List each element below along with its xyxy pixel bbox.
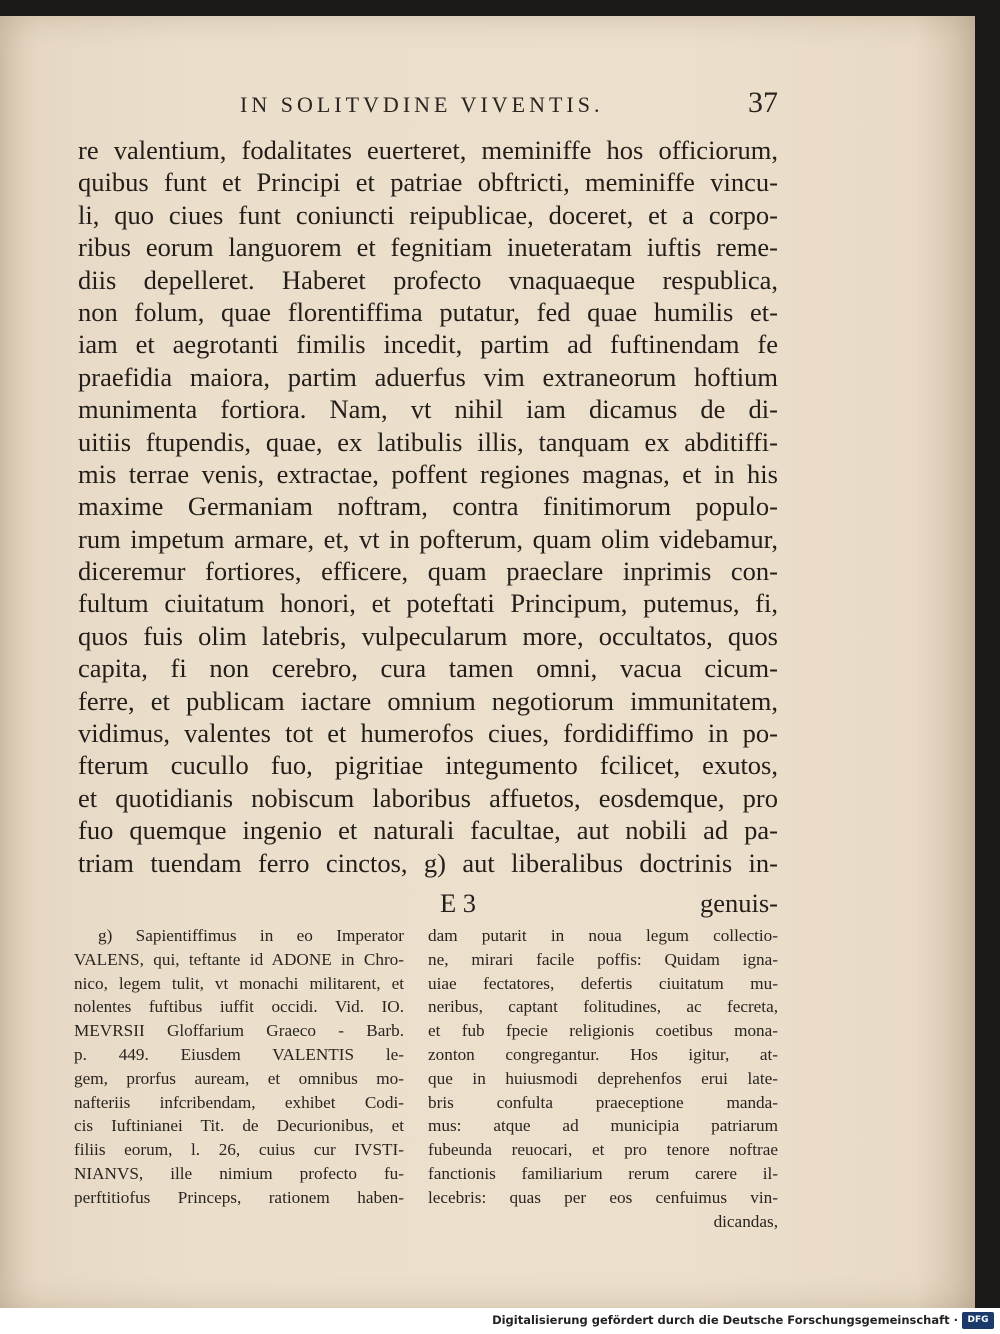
body-line: praefidia maiora, partim aduerfus vim extraneorum hoftium	[78, 361, 778, 392]
body-line: rum impetum armare, et, vt in pofterum, quam olim videbamur,	[78, 523, 778, 554]
footnote-line: perftitiofus Princeps, rationem haben-	[74, 1187, 404, 1207]
body-line: fterum cucullo fuo, pigritiae integumento fcilicet, exutos,	[78, 750, 778, 781]
footnote-line: bris confulta praeceptione manda-	[428, 1092, 778, 1112]
footnote-line: et fub fpecie religionis coetibus mona-	[428, 1021, 778, 1041]
footnote-line: nolentes fuftibus iuffit occidi. Vid. IO.	[74, 997, 404, 1017]
body-line: vidimus, valentes tot et humerofos ciues, fordidiffimo in po-	[78, 718, 778, 749]
book-page	[0, 16, 975, 1308]
signature-mark: E 3	[440, 888, 477, 918]
footnote-line: g) Sapientiffimus in eo Imperator	[98, 926, 404, 945]
body-line: triam tuendam ferro cinctos, g) aut liberalibus doctrinis in-	[78, 847, 778, 878]
body-line: ferre, et publicam iactare omnium negotiorum immunitatem,	[78, 685, 778, 716]
footnote-line: VALENS, qui, teftante id ADONE in Chro-	[74, 949, 404, 969]
footnote-line: fanctionis familiarium rerum carere il-	[428, 1163, 778, 1183]
body-line: non folum, quae florentiffima putatur, fed quae humilis et-	[78, 296, 778, 327]
footnote-line: que in huiusmodi deprehenfos erui late-	[428, 1068, 778, 1088]
body-line: uitiis ftupendis, quae, ex latibulis illis, tanquam ex abditiffi-	[78, 426, 778, 457]
body-line: iam et aegrotanti fimilis incedit, partim ad fuftinendam fe	[78, 329, 778, 360]
body-line: quos fuis olim latebris, vulpecularum more, occultatos, quos	[78, 620, 778, 651]
footnote-line: mus: atque ad municipia patriarum	[428, 1116, 778, 1136]
footnote-line: neribus, captant folitudines, ac fecreta,	[428, 997, 778, 1017]
footnote-line: nafteriis infcribendam, exhibet Codi-	[74, 1092, 404, 1112]
footnote-line: p. 449. Eiusdem VALENTIS le-	[74, 1044, 404, 1064]
footnote-line: MEVRSII Gloffarium Graeco - Barb.	[74, 1021, 404, 1041]
body-line: ribus eorum languorem et fegnitiam inueteratam iuftis reme-	[78, 232, 778, 263]
footnote-line: dam putarit in noua legum collectio-	[428, 926, 778, 945]
body-line: diis depelleret. Haberet profecto vnaquaeque respublica,	[78, 264, 778, 295]
dfg-logo-icon: DFG	[962, 1312, 994, 1329]
body-line: fultum ciuitatum honori, et poteftati Principum, putemus, fi,	[78, 588, 778, 619]
footnote-line: NIANVS, ille nimium profecto fu-	[74, 1163, 404, 1183]
footer-bar	[0, 1308, 1000, 1334]
footnote-line: ne, mirari facile poffis: Quidam igna-	[428, 949, 778, 969]
body-line: munimenta fortiora. Nam, vt nihil iam dicamus de di-	[78, 394, 778, 425]
body-text	[78, 134, 778, 879]
body-line: re valentium, fodalitates euerteret, meminiffe hos officiorum,	[78, 135, 778, 165]
body-line: et quotidianis nobiscum laboribus affuetos, eosdemque, pro	[78, 782, 778, 813]
body-line: capita, fi non cerebro, cura tamen omni, vacua cicum-	[78, 653, 778, 684]
footnote-line: nico, legem tulit, vt monachi militarent, et	[74, 973, 404, 993]
body-line: diceremur fortiores, efficere, quam praeclare inprimis con-	[78, 556, 778, 587]
footer-credit: Digitalisierung gefördert durch die Deutsche Forschungsgemeinschaft ·	[492, 1313, 958, 1327]
footnote-column-right	[428, 924, 778, 1233]
footnote-line: fubeunda reuocari, et pro tenore noftrae	[428, 1140, 778, 1160]
footnote-line: dicandas,	[713, 1211, 778, 1231]
page-number: 37	[748, 86, 778, 119]
footnote-column-left	[74, 924, 404, 1210]
catchword: genuis-	[699, 888, 778, 918]
footnote-line: cis Iuftinianei Tit. de Decurionibus, et	[74, 1116, 404, 1136]
footnote-line: uiae fectatores, defertis ciuitatum mu-	[428, 973, 778, 993]
body-line: fuo quemque ingenio et naturali facultae, aut nobili ad pa-	[78, 815, 778, 846]
body-line: mis terrae venis, extractae, poffent regiones magnas, et in his	[78, 458, 778, 489]
body-line: maxime Germaniam noftram, contra finitimorum populo-	[78, 491, 778, 522]
footnote-line: lecebris: quas per eos cenfuimus vin-	[428, 1187, 778, 1207]
footnote-line: filiis eorum, l. 26, cuius cur IVSTI-	[74, 1140, 404, 1160]
body-line: li, quo ciues funt coniuncti reipublicae, doceret, et a corpo-	[78, 199, 778, 230]
running-head: IN SOLITVDINE VIVENTIS.	[240, 92, 604, 117]
signature-line	[78, 888, 778, 920]
body-line: quibus funt et Principi et patriae obftricti, meminiffe vincu-	[78, 167, 778, 198]
footnote-line: zonton congregantur. Hos igitur, at-	[428, 1044, 778, 1064]
footnote-line: gem, prorfus auream, et omnibus mo-	[74, 1068, 404, 1088]
